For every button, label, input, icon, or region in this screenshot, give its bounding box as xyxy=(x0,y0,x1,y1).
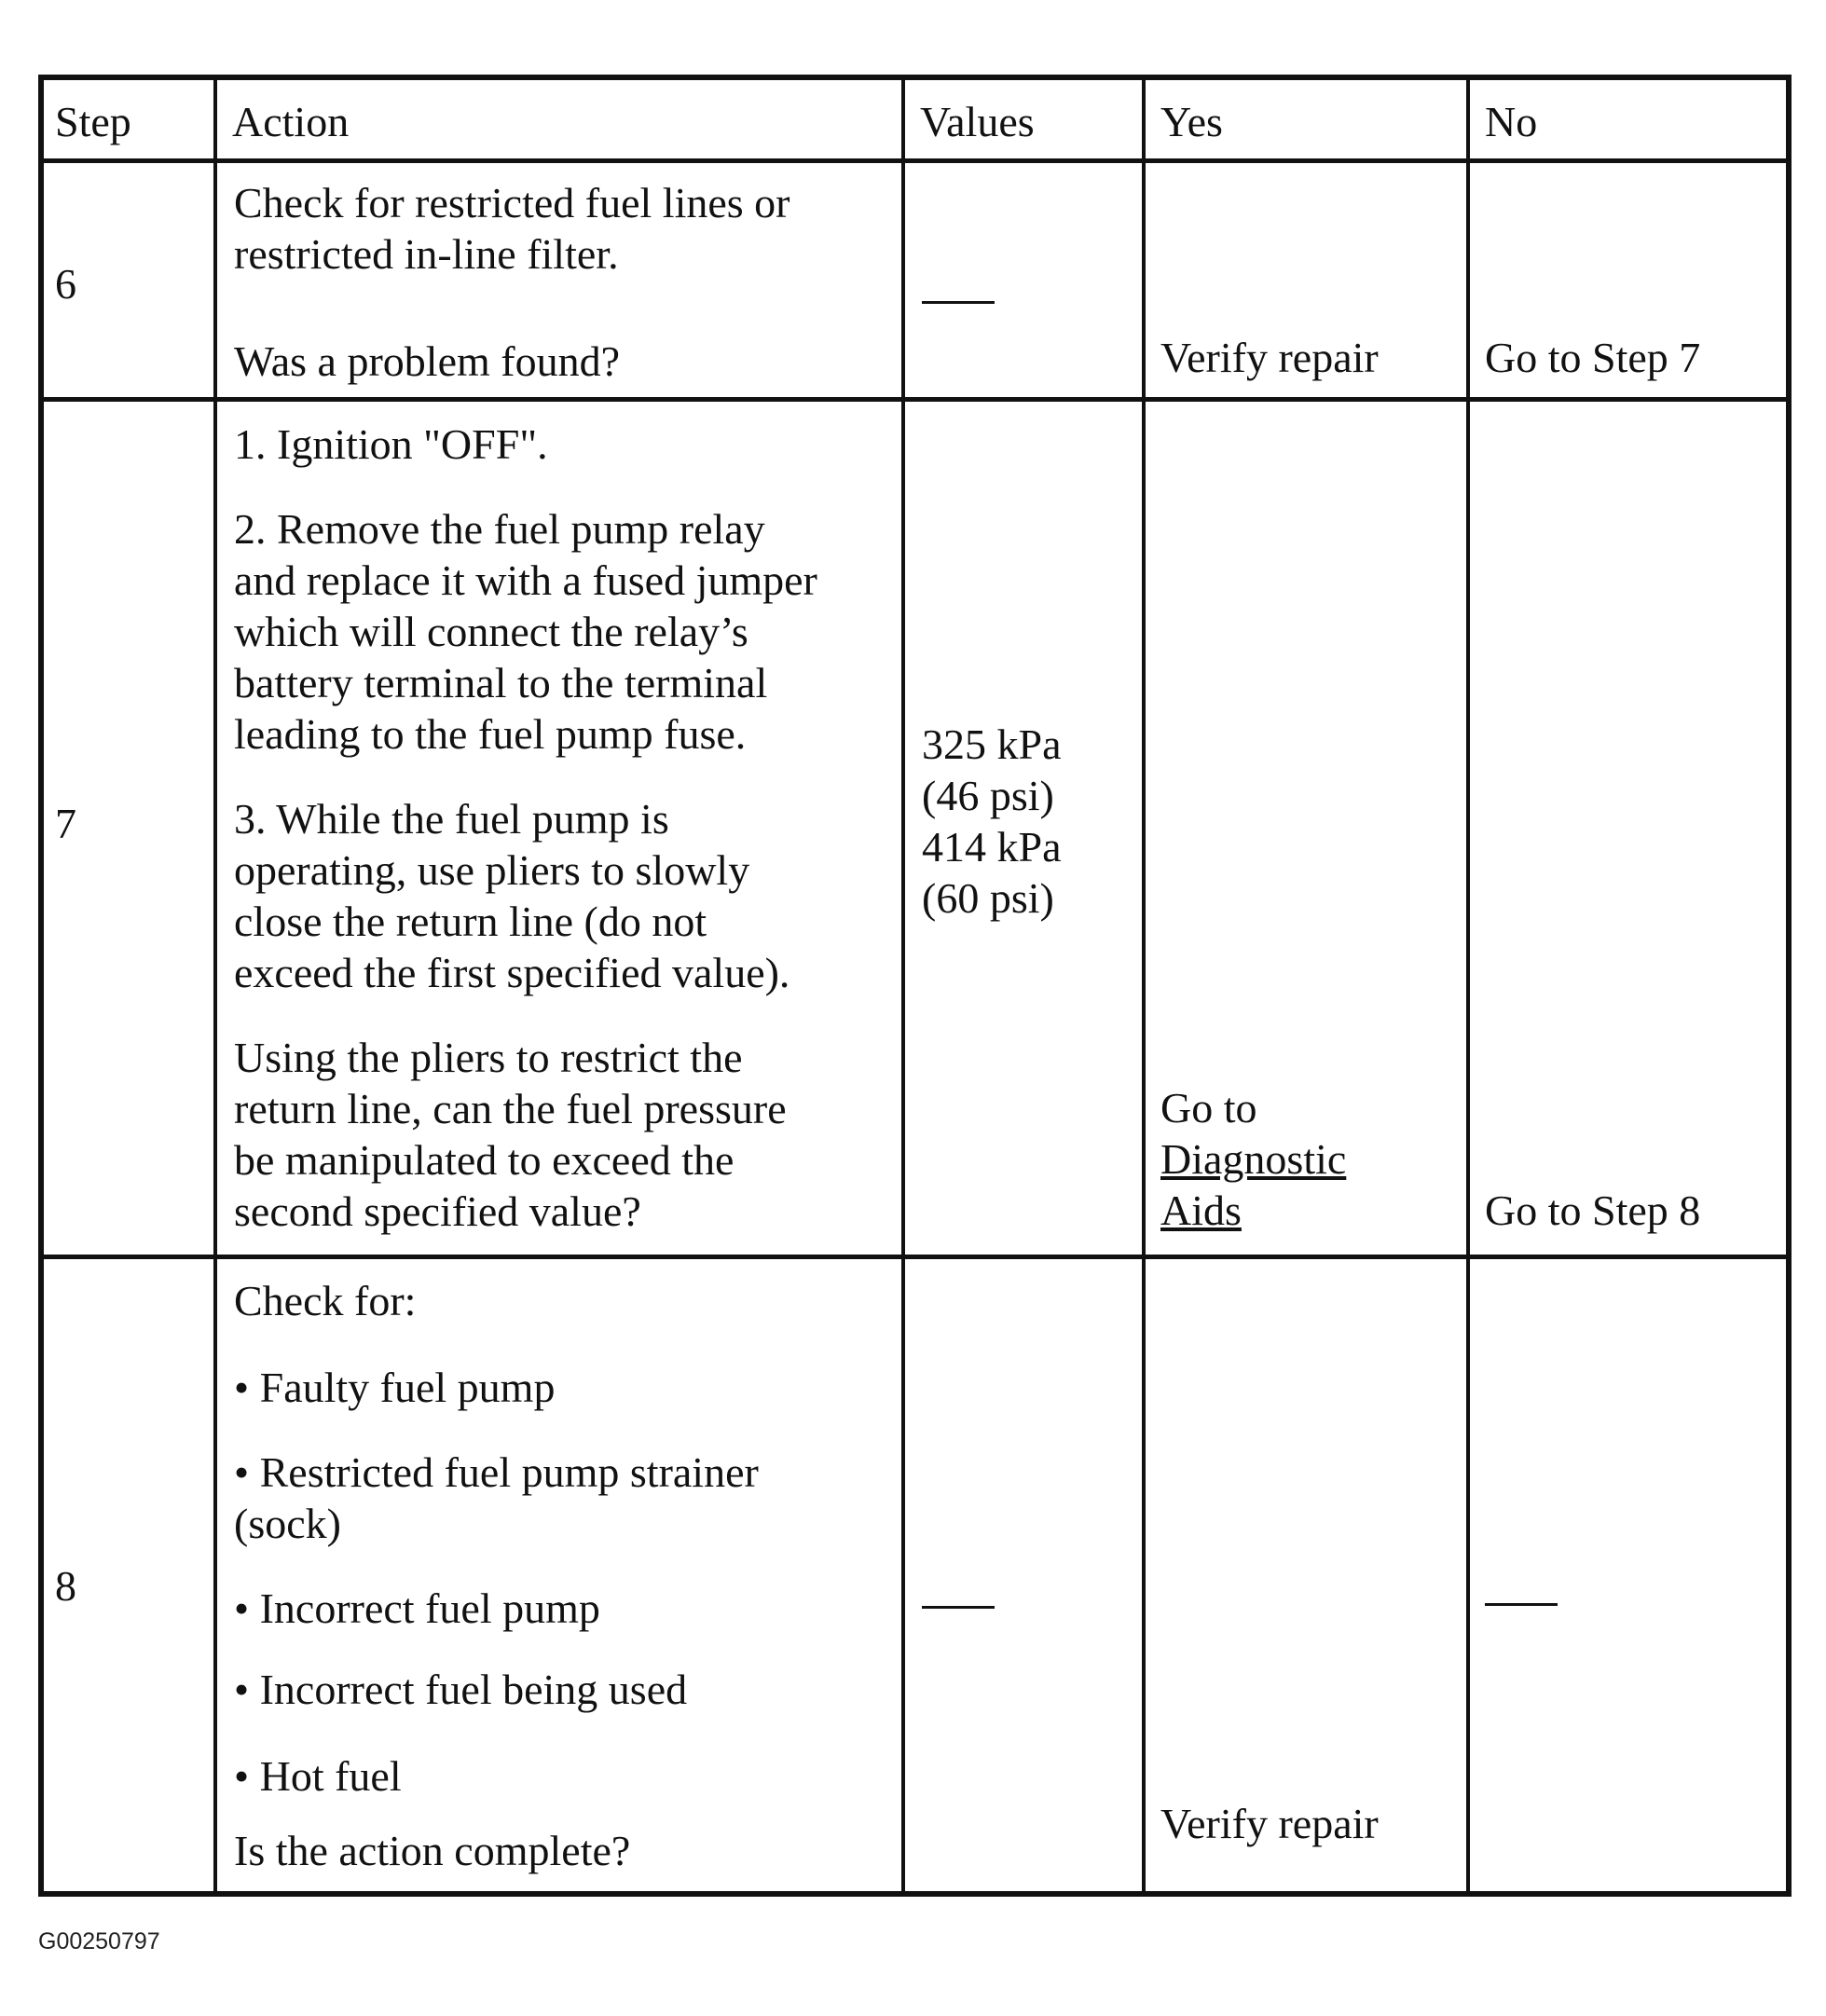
value-line: 325 kPa xyxy=(922,720,1062,768)
checklist-item: • Hot fuel xyxy=(234,1752,402,1800)
action-line: Using the pliers to restrict the xyxy=(234,1034,743,1081)
yes-result: Verify repair xyxy=(1160,334,1379,381)
checklist-item: • Restricted fuel pump strainer xyxy=(234,1448,759,1496)
action-line: 2. Remove the fuel pump relay xyxy=(234,505,765,553)
header-step: Step xyxy=(55,98,131,145)
action-line: be manipulated to exceed the xyxy=(234,1136,735,1184)
row-divider xyxy=(44,158,1786,163)
column-divider xyxy=(213,80,217,1891)
action-line: restricted in-line filter. xyxy=(234,230,619,278)
action-line: Check for restricted fuel lines or xyxy=(234,179,790,226)
row-divider xyxy=(44,1255,1786,1259)
values-pressure xyxy=(922,719,1062,924)
values-dash xyxy=(922,1606,995,1609)
header-no: No xyxy=(1485,98,1538,145)
action-step-pliers xyxy=(234,793,817,998)
diagnostic-table xyxy=(38,75,1792,1897)
header-values: Values xyxy=(920,98,1035,145)
checklist-item: • Faulty fuel pump xyxy=(234,1364,556,1411)
action-line: 3. While the fuel pump is xyxy=(234,795,669,843)
action-step-ignition: 1. Ignition "OFF". xyxy=(234,420,548,468)
diagnostic-aids-link[interactable]: Diagnostic xyxy=(1160,1135,1347,1183)
checklist-item: • Incorrect fuel being used xyxy=(234,1666,688,1713)
action-line: second specified value? xyxy=(234,1187,641,1235)
action-line: and replace it with a fused jumper xyxy=(234,556,817,604)
action-text xyxy=(234,418,817,1237)
action-line: battery terminal to the terminal xyxy=(234,659,768,706)
action-line: which will connect the relay’s xyxy=(234,608,748,655)
step-number: 6 xyxy=(55,260,76,308)
action-line: close the return line (do not xyxy=(234,898,707,945)
step-number: 8 xyxy=(55,1562,76,1610)
action-question: Is the action complete? xyxy=(234,1827,631,1874)
action-question: Was a problem found? xyxy=(234,337,620,385)
column-divider xyxy=(1466,80,1470,1891)
action-question xyxy=(234,1032,817,1237)
column-divider xyxy=(1142,80,1146,1891)
no-result: Go to Step 8 xyxy=(1485,1186,1701,1234)
action-line: exceed the first specified value). xyxy=(234,949,790,996)
column-divider xyxy=(901,80,905,1891)
action-line: leading to the fuel pump fuse. xyxy=(234,710,747,758)
header-action: Action xyxy=(232,98,350,145)
action-text xyxy=(234,177,790,387)
no-result: Go to Step 7 xyxy=(1485,334,1701,381)
action-line: return line, can the fuel pressure xyxy=(234,1085,787,1132)
yes-result: Verify repair xyxy=(1160,1800,1379,1847)
action-text xyxy=(234,1275,759,1876)
yes-result xyxy=(1160,1082,1346,1236)
step-number: 7 xyxy=(55,800,76,847)
action-step-relay xyxy=(234,503,817,760)
value-line: 414 kPa xyxy=(922,823,1062,871)
checklist-item-continued: (sock) xyxy=(234,1500,341,1547)
figure-id: G00250797 xyxy=(38,1928,160,1954)
action-intro: Check for: xyxy=(234,1277,417,1324)
values-dash xyxy=(922,301,995,304)
checklist-item: • Incorrect fuel pump xyxy=(234,1584,600,1632)
value-line: (60 psi) xyxy=(922,874,1054,922)
no-dash xyxy=(1485,1603,1558,1606)
row-divider xyxy=(44,397,1786,402)
value-line: (46 psi) xyxy=(922,772,1054,819)
header-yes: Yes xyxy=(1160,98,1223,145)
action-line: operating, use pliers to slowly xyxy=(234,846,750,894)
yes-prefix: Go to xyxy=(1160,1084,1257,1131)
diagnostic-aids-link[interactable]: Aids xyxy=(1160,1186,1242,1234)
